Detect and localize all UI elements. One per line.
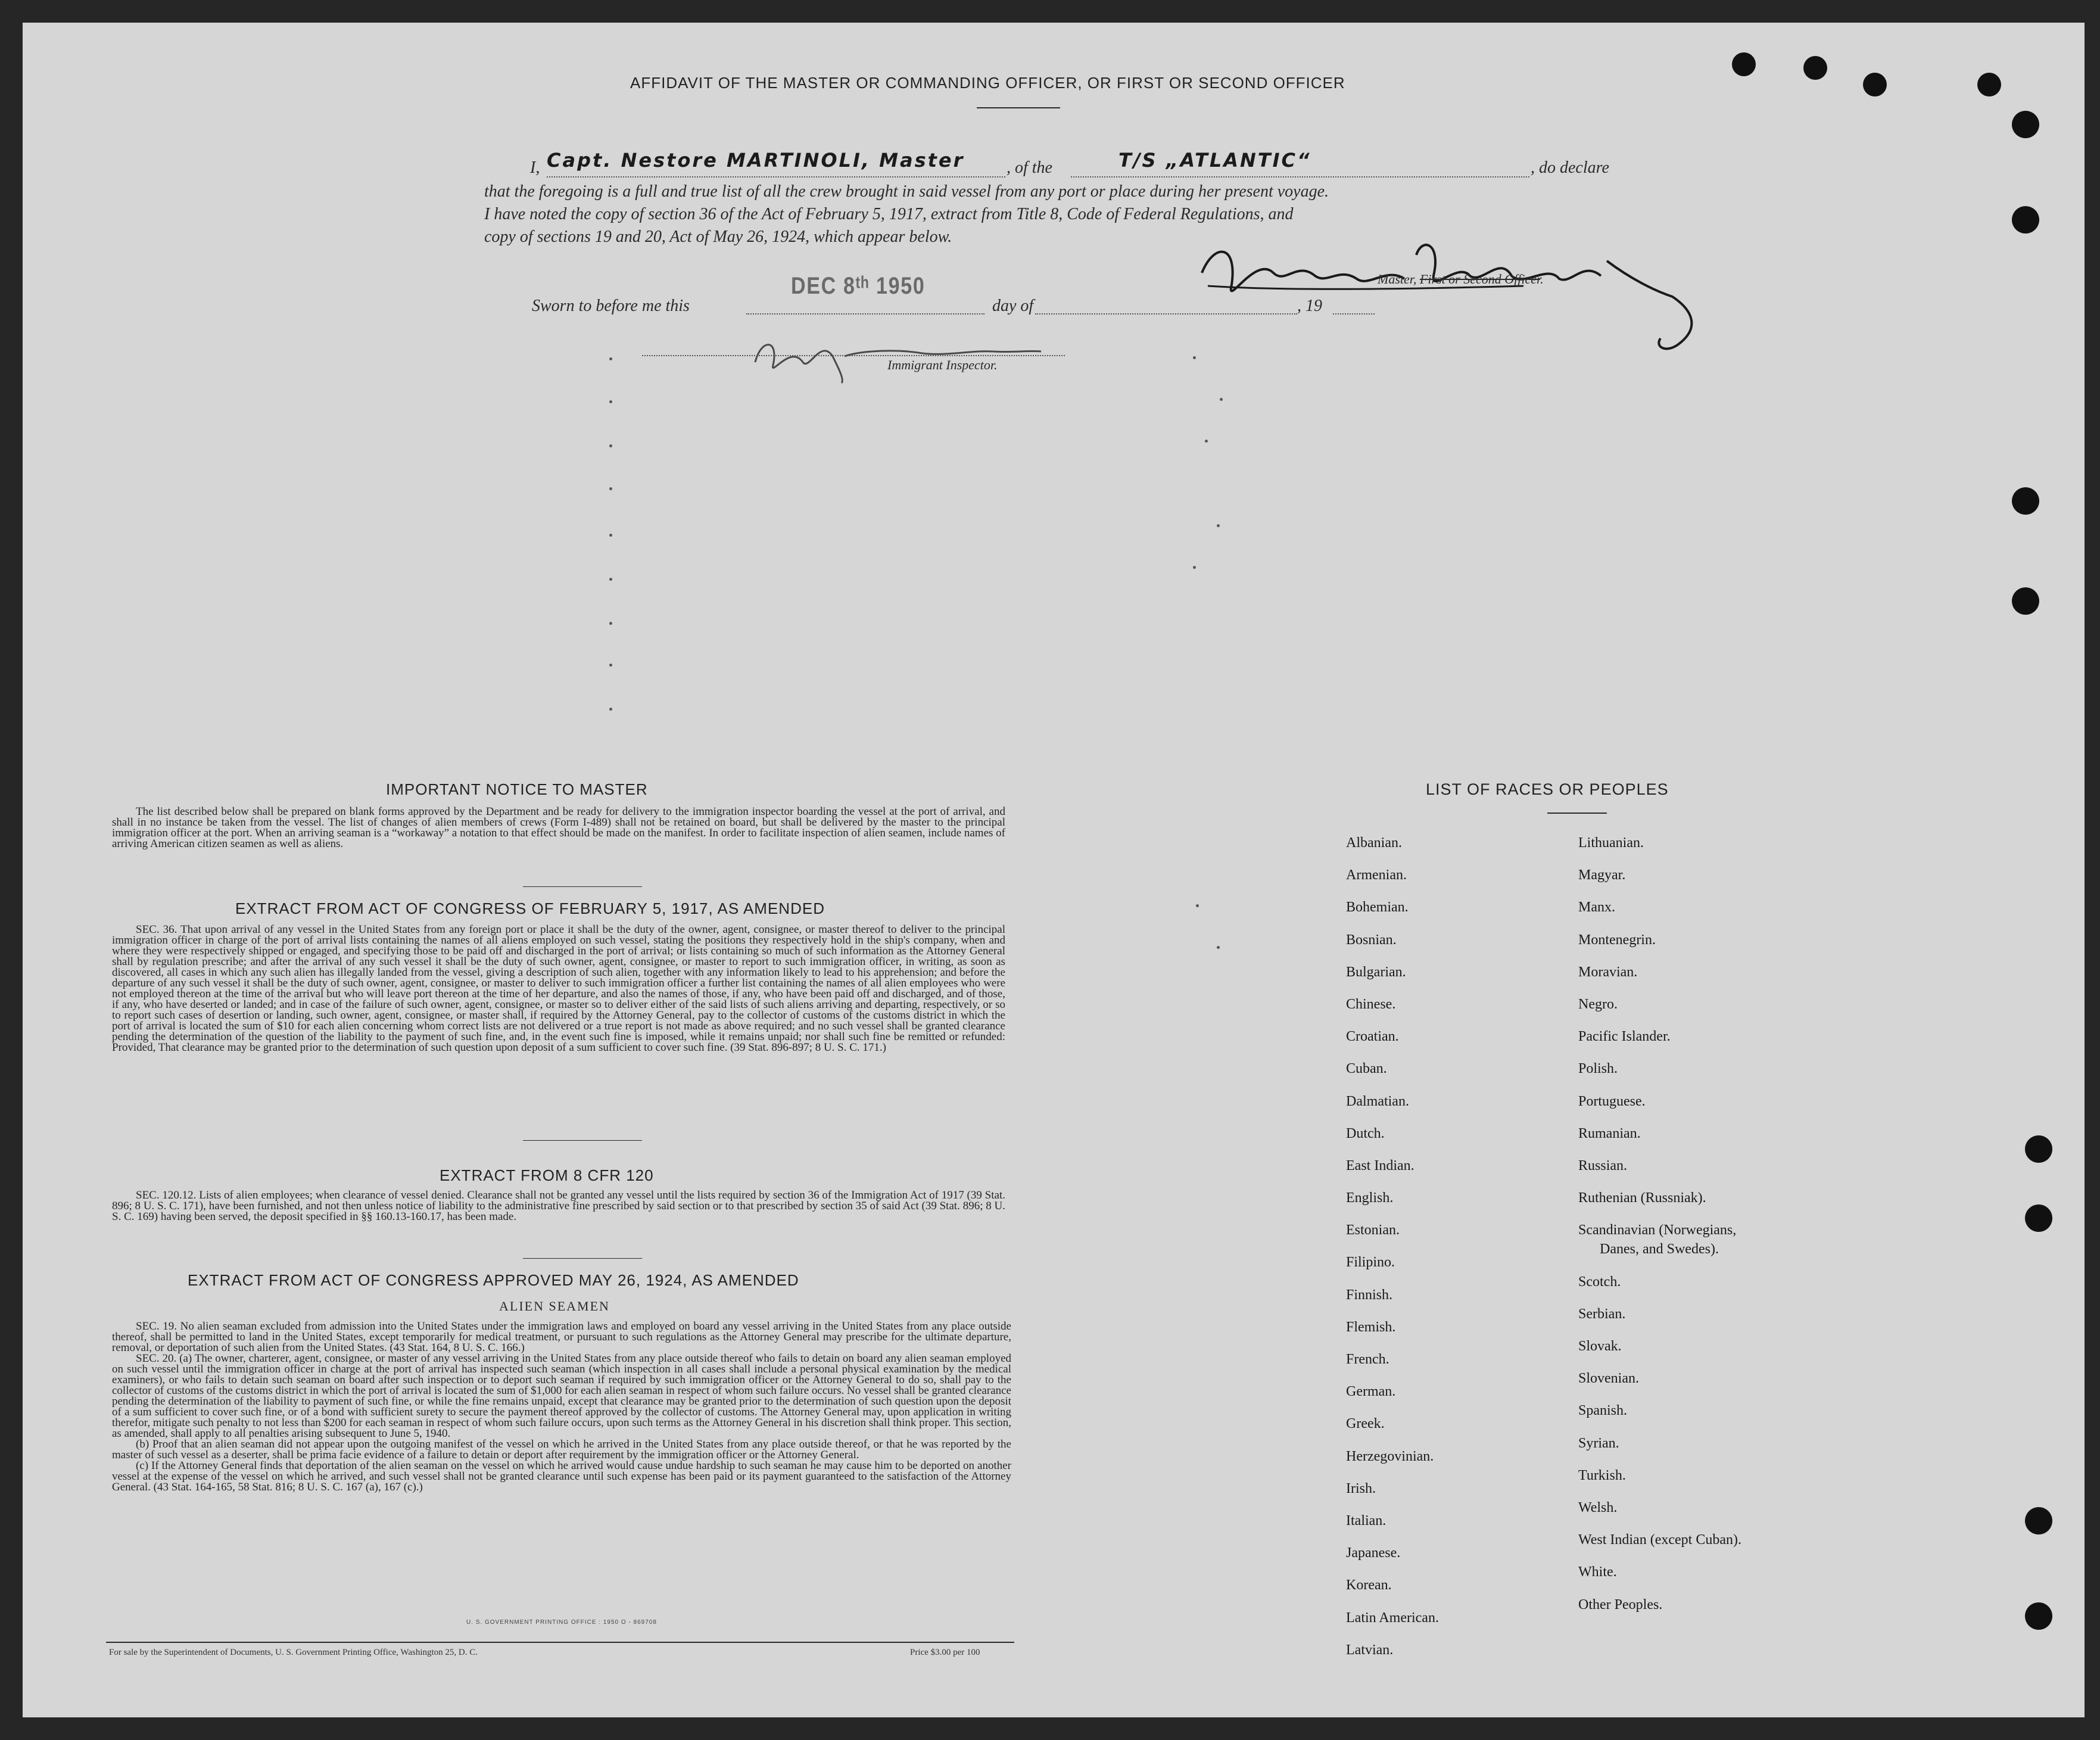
race-list-item: Turkish. <box>1578 1467 1626 1483</box>
stray-mark <box>1217 524 1220 527</box>
extract-1924-body <box>112 1321 1011 1493</box>
races-title: LIST OF RACES OR PEOPLES <box>1426 780 1669 798</box>
race-list-item: Manx. <box>1578 899 1615 916</box>
race-list-item: Dutch. <box>1346 1125 1385 1141</box>
race-list-item: Slovak. <box>1578 1339 1622 1354</box>
races-right-column <box>1578 827 1741 1621</box>
race-list-item: Polish. <box>1578 1061 1618 1077</box>
race-list-item: Estonian. <box>1346 1222 1400 1238</box>
section-120-paragraph: SEC. 120.12. Lists of alien employees; when clearance of vessel denied. Clearance shall not be granted any vessel until the lists required by section 36 of the Immigration Act of 1917 (39 Stat. 896; 8 U. S. C. 171), have been furnished, and not then unless notice of liability to the administrative fine prescribed by said section or to that prescribed by section 35 of said Act (39 Stat. 896; 8 U. S. C. 169) having been served, the deposit specified in §§ 160.13-160.17, has been made. <box>112 1189 1005 1223</box>
section-20b-paragraph: (b) Proof that an alien seaman did not appear upon the outgoing manifest of the vessel on which he arrived in the United States from any place outside thereof, or that he was reported by the master of such vessel as a deserter, shall be prima facie evidence of a failure to detain or deport after requirement by the immigration officer or the Attorney General. <box>112 1438 1011 1461</box>
races-title-divider <box>1547 813 1607 814</box>
race-list-item: Rumanian. <box>1578 1125 1641 1141</box>
section-divider <box>523 1140 642 1141</box>
race-list-item: Korean. <box>1346 1577 1392 1593</box>
extract-1917-body <box>112 925 1005 1053</box>
race-list-item: Albanian. <box>1346 835 1402 851</box>
race-list-item: Spanish. <box>1578 1403 1628 1419</box>
extract-1917-title: EXTRACT FROM ACT OF CONGRESS OF FEBRUARY 5, 1917, AS AMENDED <box>235 899 825 917</box>
punch-hole <box>1863 73 1887 97</box>
section-36-paragraph: SEC. 36. That upon arrival of any vessel in the United States from any foreign port or place it shall be the duty of the owner, agent, consignee, or master thereof to deliver to the principal immigration officer in charge of the port of arrival lists containing the names of all aliens employed on such vessel, stating the positions they respectively hold in the ship's company, when and where they were respectively shipped or engaged, and specifying those to be paid off and discharged in the port of arrival; or lists containing so much of such information as the Attorney General shall by regulation prescribe; and after the arrival of any such vessel it shall be the duty of such owner, agent, consignee, or master to report to such immigration officer, in writing, as soon as discovered, all cases in which any such alien has illegally landed from the vessel, giving a description of such alien, together with any information likely to lead to his apprehension; and before the departure of any such vessel it shall be the duty of such owner, agent, consignee, or master to deliver to such immigration officer a further list containing the names of all alien employees who were not employed thereon at the time of the arrival but who will leave port thereon at the time of her departure, and also the names of those, if any, who have been paid off and discharged, and of those, if any, who have deserted or landed; and in case of the failure of such owner, agent, consignee, or master so to deliver either of the said lists of such aliens arriving and departing, respectively, or so to report such cases of desertion or landing, such owner, agent, consignee, or master shall, if required by the Attorney General, pay to the collector of customs of the customs district in which the port of arrival is located the sum of $10 for each alien concerning whom correct lists are not delivered or a true report is not made as above required; and no such vessel shall be granted clearance pending the determination of the question of the liability to the payment of such fine, and, in the event such fine is imposed, while it remains unpaid; nor shall such fine be remitted or refunded: Provided, That clearance may be granted prior to the determination of such question upon deposit of a sum sufficient to cover such fine. (39 Stat. 896-897; 8 U. S. C. 171.) <box>112 923 1005 1054</box>
stray-mark <box>609 400 612 403</box>
signature-caption-master: Master, <box>1378 272 1417 287</box>
declaration-pre: I, <box>530 158 540 177</box>
race-list-item: East Indian. <box>1346 1157 1414 1174</box>
stray-mark <box>1193 356 1196 359</box>
stray-mark <box>609 487 612 490</box>
extract-cfr-body <box>112 1190 1005 1222</box>
title-divider <box>977 107 1060 108</box>
punch-hole <box>1803 56 1827 80</box>
race-list-item: Dalmatian. <box>1346 1093 1409 1109</box>
race-list-item: English. <box>1346 1190 1394 1206</box>
race-list-item: French. <box>1346 1352 1389 1367</box>
race-list-item: Negro. <box>1578 996 1618 1012</box>
race-list-item: Portuguese. <box>1578 1093 1646 1109</box>
stray-mark <box>609 444 612 447</box>
race-list-item: Irish. <box>1346 1480 1376 1496</box>
race-list-item: Latvian. <box>1346 1642 1394 1658</box>
affidavit-title: AFFIDAVIT OF THE MASTER OR COMMANDING OFFICER, OR FIRST OR SECOND OFFICER <box>630 74 1345 92</box>
do-declare-label: , do declare <box>1531 158 1609 177</box>
race-list-item: Russian. <box>1578 1157 1628 1174</box>
races-left-column <box>1346 827 1439 1666</box>
race-list-item: Syrian. <box>1578 1435 1619 1451</box>
alien-seamen-subtitle: ALIEN SEAMEN <box>499 1299 610 1313</box>
section-divider <box>523 1258 642 1259</box>
stray-mark <box>609 622 612 625</box>
declaration-line-2: that the foregoing is a full and true list of all the crew brought in said vessel from any port or place during her present voyage. <box>484 182 1329 201</box>
race-list-item: Chinese. <box>1346 996 1396 1012</box>
stray-mark <box>1205 440 1208 443</box>
punch-hole <box>2012 487 2039 515</box>
stray-mark <box>1193 566 1196 569</box>
punch-hole <box>2025 1602 2052 1630</box>
race-list-item: Moravian. <box>1578 964 1638 980</box>
notice-paragraph: The list described below shall be prepared on blank forms approved by the Department and be ready for delivery to the immigration inspector boarding the vessel at the port of arrival, and shall in no instance be taken from the vessel. The list of changes of alien members of crews (Form I-489) shall not be retained on board, but shall be delivered by the master to the principal immigration officer at the port. When an arriving seaman is a “workaway” a notation to that effect should be made on the manifest. In order to facilitate inspection of alien seamen, include names of arriving American citizen seamen as well as aliens. <box>112 805 1005 850</box>
footer-sale-note: For sale by the Superintendent of Documents, U. S. Government Printing Office, Washington 25, D. C. <box>109 1648 478 1657</box>
year-label: , 19 <box>1297 297 1322 315</box>
race-list-item: Flemish. <box>1346 1319 1396 1335</box>
race-list-item: Filipino. <box>1346 1255 1395 1271</box>
declaration-line-4: copy of sections 19 and 20, Act of May 26, 1924, which appear below. <box>484 228 952 246</box>
punch-hole <box>2012 587 2039 615</box>
race-list-item: Bulgarian. <box>1346 964 1406 980</box>
race-list-item: Greek. <box>1346 1416 1385 1432</box>
race-list-item: Latin American. <box>1346 1610 1439 1626</box>
sworn-date-field[interactable] <box>746 298 984 315</box>
master-signature <box>1190 219 1738 356</box>
stray-mark <box>609 578 612 581</box>
stray-mark <box>609 357 612 360</box>
vessel-name-field[interactable] <box>1071 149 1529 178</box>
race-list-item: Lithuanian. <box>1578 835 1644 851</box>
race-list-item: Slovenian. <box>1578 1371 1639 1387</box>
punch-hole <box>1732 52 1756 76</box>
section-20a-paragraph: SEC. 20. (a) The owner, charterer, agent, consignee, or master of any vessel arriving in the United States from any place outside thereof who fails to detain on board any alien seaman employed on such vessel until the immigration officer in charge at the port of arrival has inspected such seaman (which inspection in all cases shall include a personal physical examination by the medical examiners), or who fails to detain such seaman on board after such inspection or to deport such seaman if required by such immigration officer or the Attorney General to do so, shall pay to the collector of customs of the customs district in which the port of arrival is located the sum of $1,000 for each alien seaman in respect of whom such failure occurs. No vessel shall be granted clearance pending the determination of the liability to payment of such fine, or while the fine remains unpaid, except that clearance may be granted prior to the determination of such question upon the deposit of a sum sufficient to cover such fine, or of a bond with sufficient surety to secure the payment thereof approved by the collector of customs. The Attorney General may, upon application in writing therefor, mitigate such penalty to not less than $200 for each seaman in respect of whom such failure occurs, upon such terms as the Attorney General in his discretion shall think proper. This section, as amended, shall apply to all penalties arising subsequent to June 5, 1940. <box>112 1352 1011 1440</box>
day-of-label: day of <box>992 297 1034 315</box>
stray-mark <box>1196 904 1199 907</box>
notice-title: IMPORTANT NOTICE TO MASTER <box>386 780 648 798</box>
punch-hole <box>2025 1204 2052 1232</box>
race-list-item: Other Peoples. <box>1578 1596 1663 1613</box>
stray-mark <box>609 708 612 711</box>
extract-cfr-title: EXTRACT FROM 8 CFR 120 <box>440 1166 654 1184</box>
stray-mark <box>609 534 612 537</box>
race-list-item: Danes, and Swedes). <box>1600 1241 1719 1257</box>
race-list-item: Japanese. <box>1346 1545 1401 1561</box>
race-list-item: Scandinavian (Norwegians, <box>1578 1222 1737 1238</box>
punch-hole <box>2025 1507 2052 1534</box>
notice-body <box>112 807 1005 849</box>
race-list-item: Bosnian. <box>1346 932 1397 948</box>
race-list-item: Bohemian. <box>1346 899 1409 916</box>
footer-rule <box>106 1642 1014 1643</box>
signature-caption <box>1378 272 1544 287</box>
document-page <box>23 23 2085 1717</box>
race-list-item: West Indian (except Cuban). <box>1578 1532 1741 1548</box>
race-list-item: Ruthenian (Russniak). <box>1578 1190 1706 1206</box>
date-stamp: DEC 8ᵗʰ 1950 <box>791 273 926 299</box>
stray-mark <box>609 664 612 667</box>
footer-price: Price $3.00 per 100 <box>910 1648 980 1657</box>
section-19-paragraph: SEC. 19. No alien seaman excluded from admission into the United States under the immigration laws and employed on board any vessel arriving in the United States from any place outside thereof, shall be permitted to land in the United States, except temporarily for medical treatment, or pursuant to such regulations as the Attorney General may prescribe for the ultimate departure, removal, or deportation of such alien from the United States. (43 Stat. 164, 8 U. S. C. 166.) <box>112 1320 1011 1354</box>
race-list-item: Armenian. <box>1346 867 1407 883</box>
year-field[interactable] <box>1333 298 1375 315</box>
of-the-label: , of the <box>1007 158 1052 177</box>
vessel-name-handwriting: T/S „ATLANTIC“ <box>1118 149 1311 172</box>
punch-hole <box>2025 1135 2052 1163</box>
punch-hole <box>1977 73 2001 97</box>
race-list-item: German. <box>1346 1384 1396 1400</box>
race-list-item: Welsh. <box>1578 1499 1618 1515</box>
punch-hole <box>2012 111 2039 138</box>
inspector-signature-line[interactable] <box>642 349 1065 356</box>
section-20c-paragraph: (c) If the Attorney General finds that deportation of the alien seaman on the vessel on which he arrived would cause undue hardship to such seaman he may cause him to be deported on another vessel at the expense of the vessel on which he arrived, and such vessel shall not be granted clearance until such expense has been paid or its payment guaranteed to the satisfaction of the Attorney General. (43 Stat. 164-165, 58 Stat. 816; 8 U. S. C. 167 (a), 167 (c).) <box>112 1459 1011 1493</box>
signature-caption-struck: First or Second Officer <box>1419 272 1541 287</box>
stray-mark <box>1220 398 1223 401</box>
declaration-line-3: I have noted the copy of section 36 of the Act of February 5, 1917, extract from Title 8, Code of Federal Regulations, and <box>484 205 1294 223</box>
signature-caption-end: . <box>1540 272 1544 287</box>
stray-mark <box>1217 946 1220 949</box>
printing-office-imprint: U. S. GOVERNMENT PRINTING OFFICE : 1950 O - 869708 <box>466 1619 657 1626</box>
race-list-item: Finnish. <box>1346 1287 1393 1303</box>
inspector-caption: Immigrant Inspector. <box>887 357 998 372</box>
race-list-item: Serbian. <box>1578 1306 1626 1322</box>
extract-1924-title: EXTRACT FROM ACT OF CONGRESS APPROVED MAY 26, 1924, AS AMENDED <box>188 1271 799 1289</box>
race-list-item: Herzegovinian. <box>1346 1448 1434 1464</box>
master-name-handwriting: Capt. Nestore MARTINOLI, Master <box>547 149 965 172</box>
race-list-item: White. <box>1578 1564 1617 1580</box>
master-name-field[interactable] <box>547 149 1005 178</box>
race-list-item: Croatian. <box>1346 1029 1399 1045</box>
race-list-item: Italian. <box>1346 1512 1387 1529</box>
race-list-item: Cuban. <box>1346 1061 1387 1077</box>
race-list-item: Scotch. <box>1578 1274 1621 1290</box>
month-field[interactable] <box>1035 298 1297 315</box>
punch-hole <box>2012 206 2039 234</box>
section-divider <box>523 886 642 887</box>
sworn-label: Sworn to before me this <box>532 297 690 315</box>
race-list-item: Montenegrin. <box>1578 932 1656 948</box>
race-list-item: Magyar. <box>1578 867 1626 883</box>
race-list-item: Pacific Islander. <box>1578 1029 1671 1045</box>
